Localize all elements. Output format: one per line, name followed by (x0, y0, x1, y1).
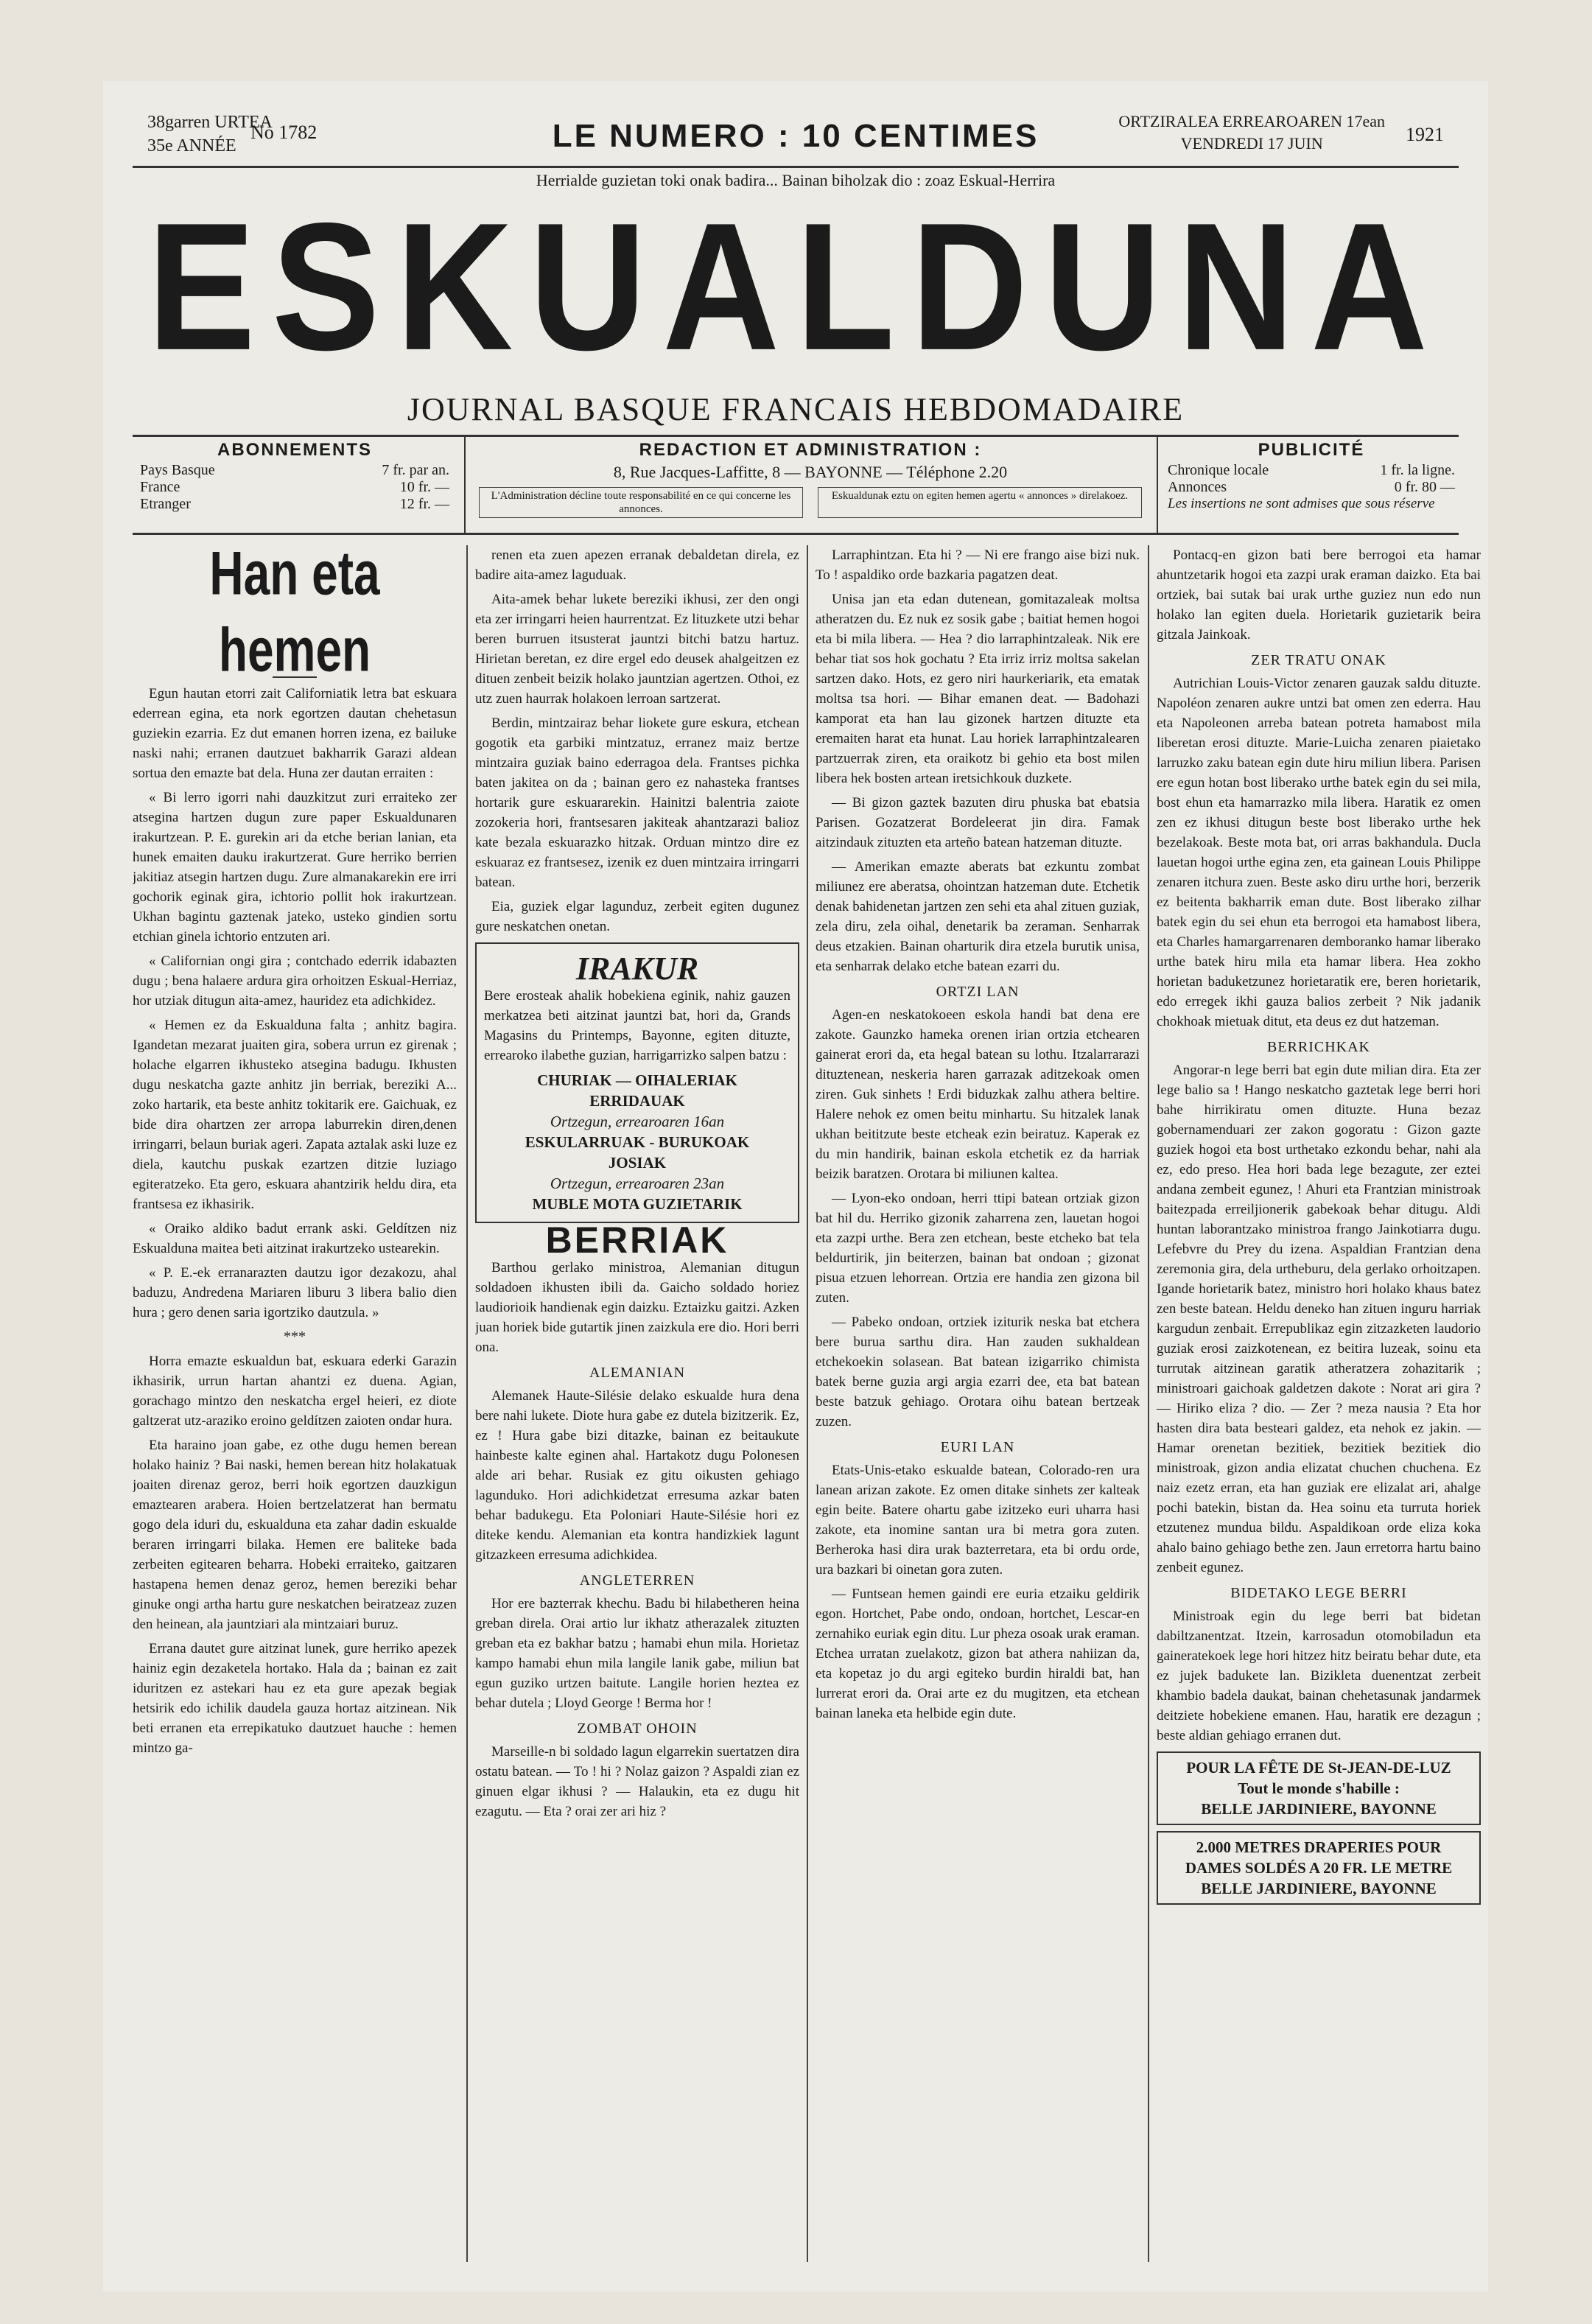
ad-rate-label: Chronique locale (1168, 462, 1269, 478)
article-paragraph: Errana dautet gure aitzinat lunek, gure herriko apezek hainiz egin dezaketela hortako. Hala da ; bainan ez zait iduritzen ez astekari hau ez eta gure apezak begiak hetsirik edo ichilik daudela gauza hortaz aitzinean. Nik beti erranen eta errepikatuko dautzuet hauche : hemen mintzo ga- (133, 1641, 457, 1756)
column-1 (133, 545, 457, 2277)
advertising-box (1168, 437, 1455, 533)
article-paragraph: Berdin, mintzairaz behar liokete gure eskura, etchean gogotik eta garbiki mintzatuz, erranez maiz bertze mintzaira guziak baino ederragoa dela. Frantses pichka baten jakitea on da ; bainan gero ez nahasteka frantses hortarik gure eskuararekin. Hainitzi balentria zaiote zozokeria hori, frantsesaren jakiteak ahantzarazi balioz kate bezala eskuarazko hitzak. Orduan mintzo dire ez eskuaraz ez frantsesez, izenik ez duen mintzaira irringarri batean. (475, 715, 799, 890)
newspaper-subtitle: JOURNAL BASQUE FRANCAIS HEBDOMADAIRE (407, 391, 1185, 427)
irakur-item: MUBLE MOTA GUZIETARIK (532, 1195, 743, 1213)
date-basque: ORTZIRALEA ERREAROAREN 17ean (1118, 112, 1385, 130)
issue-year: 1921 (1406, 124, 1444, 145)
irakur-text: Bere erosteak ahalik hobekiena eginik, nahiz gauzen merkatzea beti aitzinat jauntzi bat, hori da, Grands Magasins du Printemps, Bayonne, egiten dituzte, errearoko ilabethe guzian, harrigarrizko salpen batzu : (484, 988, 790, 1063)
masthead-top-row (147, 111, 1444, 162)
article-paragraph: Barthou gerlako ministroa, Alemanian ditugun soldadoen ikhusten ibili da. Gaicho soldado horiez laudiorioik handienak egin daizku. Eztaizku gaitzi. Azken juan horiek bide gutartik jinen zaizkula ere dio. Hori berri ona. (475, 1260, 799, 1355)
section-heading: ANGLETERREN (579, 1572, 695, 1589)
info-divider (464, 437, 466, 533)
sub-price: 10 fr. — (399, 479, 449, 495)
subscriptions-box (140, 437, 449, 533)
irakur-item: Ortzegun, errearoaren 16an (550, 1113, 725, 1130)
belle-jardiniere-ad-2 (1157, 1831, 1481, 1905)
article-paragraph: Etats-Unis-etako eskualde batean, Colorado-ren ura lanean arizan zakote. Ez omen ditake sinhets zer kalteak egin beite. Batere ohartu gabe izitzeko euri uharra hasi zakote, eta inomine santan ura bi metra gora zuten. Berheroka hasi dira urak bazterretara, eta bi ordu orde, ura bazkari bi oinetan gora zuten. (816, 1463, 1140, 1578)
article-paragraph: « Californian ongi gira ; contchado ederrik idabazten dugu ; bena halaere ardura gira orhoitzen Eskual-Herriaz, hor utziak ditugun aita-amez, hauridez eta adichkidez. (133, 953, 457, 1009)
article-paragraph: — Pabeko ondoan, ortziek iziturik neska bat etchera bere burua sarthu dira. Han zauden sukhaldean etchekoekin solasean. Bat batean izigarriko chimista batek berne guzia argi argia ezarri dee, eta bat batean beste batzuk gehiago. Orotara oihu batean bertzeak zuzen. (816, 1315, 1140, 1429)
column-divider (807, 545, 808, 2262)
article-paragraph: renen eta zuen apezen erranak debaldetan direla, ez badire aita-amez laguduak. (475, 547, 799, 583)
ad-rate-label: Annonces (1168, 479, 1227, 495)
article-paragraph: Hor ere bazterrak khechu. Badu bi hilabetheren heina greban direla. Orai artio lur ikhatz atherazalek zituzten greban eta ez bakhar batzu ; hamabi ehun mila. Horietaz kampo hamabi ehun mila langile lanik gabe, miliun bat egun guziko urtzen baitute. Langile horien heztea ez behar dutela ; Lloyd George ! Berma hor ! (475, 1596, 799, 1711)
article-paragraph: Marseille-n bi soldado lagun elgarrekin suertatzen dira ostatu batean. — To ! hi ? Nolaz gaizon ? Aspaldi zian ez ginuen elgar ikhusi ? — Halaukin, eta ez dugu hit ezagutu. — Eta ? orai zer ari hiz ? (475, 1744, 799, 1819)
section-heading: ZOMBAT OHOIN (577, 1721, 698, 1737)
redaction-note-eu: Eskualdunak eztu on egiten hemen agertu « annonces » direlakoez. (818, 487, 1142, 518)
article-paragraph: Aita-amek behar lukete bereziki ikhusi, zer den ongi eta zer irringarri heien haurrentzat. Ez lituzkete utzi behar beren burruen itsusterat jauntzi bitchi batzu hartuz. Hirietan beretan, ez dire ergel edo deusek ahalgeitzen ez dituen zenbeit beizik holako jauntzian agertzen. Othoi, ez utz zuen haurrak holakoen lerroan sartzerat. (475, 592, 799, 707)
advertising-note: Les insertions ne sont admises que sous réserve (1168, 496, 1435, 511)
article-paragraph: Unisa jan eta edan dutenean, gomitazaleak moltsa atheratzen du. Ez nuk ez sosik gabe ; baitiat hemen hogoi eta bi mila libera. — Hea ? dio larraphintzaleak. Nik ere behar tiat sos hok gochatu ? Eta irriz irriz moltsa sakelan sartzen dako. Hots, ez gero niri haurkeriarik, eta ematak moltsa tsa hori. — Bihar emanen deat. — Badohazi kamporat eta han lau gizonek hartzen dituzte eta eremaiten harat eta hunat. Lau horiek larraphintzalearen partzuerrak ziren, eta oraikotz bi gehio eta bost milen libera hek bosten artean iretsichkouk duzkete. (816, 592, 1140, 786)
irakur-item: JOSIAK (608, 1154, 667, 1172)
ad-rate-price: 1 fr. la ligne. (1380, 462, 1455, 478)
irakur-item: ESKULARRUAK - BURUKOAK (525, 1133, 750, 1151)
column-divider (466, 545, 468, 2262)
irakur-item: ERRIDAUAK (589, 1092, 685, 1110)
article-paragraph: Pontacq-en gizon bati bere berrogoi eta hamar ahuntzetarik hogoi eta zazpi urak eraman daizko. Eta bai ortziek, bai sutak bai urak urthe guziez nun edo nun holako lan egiten duela. Horietarik guzietarik beira gitzala Jainkoak. (1157, 547, 1481, 643)
annee-label: 35e ANNÉE (147, 136, 236, 155)
column-3 (816, 545, 1140, 2277)
redaction-box (479, 437, 1142, 533)
price-banner: LE NUMERO : 10 CENTIMES (552, 118, 1039, 154)
article-paragraph: Horra emazte eskualdun bat, eskuara ederki Garazin ikhasirik, urrun hartan ahantzi ez duena. Agian, gorachago mintzo den neskatcha ergel heieri, ez diote galtzerat utz-araziko eroino geldítzen zaioten ondar hura. (133, 1354, 457, 1429)
section-stars: *** (284, 1329, 306, 1345)
article-paragraph: Alemanek Haute-Silésie delako eskualde hura dena bere nahi lukete. Diote hura gabe ez dutela bizitzerik. Ez, ez ! Hura gabe bizi ditazke, bainan ez beitaukute hainbeste kalte eginen ahal. Hartakotz dugu Polonesen alde ari behar. Rusiak ez gitu oikusten gehiago lagunduko. Hori adichkidetzat erresuma azkar baten behar badukegu. Eta Poloniari Haute-Silésie hori ez diteke kendu. Alemanian eta kontra handizkiek lagunt gitzazkeen erresuma adichkidea. (475, 1388, 799, 1563)
column-divider (1148, 545, 1149, 2262)
date-french: VENDREDI 17 JUIN (1180, 134, 1323, 153)
article-paragraph: « Oraiko aldiko badut errank aski. Geldítzen niz Eskualduna maitea beti aitzinat irakurtzeko ustearekin. (133, 1221, 457, 1256)
column-4 (1157, 545, 1481, 2277)
masthead-rule (133, 166, 1459, 168)
sub-label: France (140, 479, 180, 495)
article-paragraph: — Amerikan emazte aberats bat ezkuntu zombat miliunez ere aberatsa, ohointzan hatzeman dute. Etchetik denak bahidenetan jartzen zen sehi eta ahal zituen guziak, zela diru, zela oihal, denetarik ba zeraman. Senharrak deus etzakien. Bainan oharturik dira etzela burutik unisa, eta senharrak delako etche batean ezarri du. (816, 859, 1140, 974)
article-paragraph: « Hemen ez da Eskualduna falta ; anhitz bagira. Igandetan mezarat juaiten gira, sobera urrun ez girenak ; holache elgarren ikhusteko atsegina badugu. Ikhusten dugu neskatcha gazte anhitz jin berriak, bereziki A... zoko hartarik, eta beste anhitz tokitarik ere. Gaichuak, ez bide dira ohartzen zer arropa laburrekin diren,denen irringarri, belaun buriak ageri. Zapata aztalak aski luze ez diela, kautchu puskak ezartzen ditzie luziago egiteratzeko. Eta gero, eskuara ahantzirik heldu dira, eta frantsesa ez ikhasirik. (133, 1018, 457, 1212)
redaction-heading: REDACTION ET ADMINISTRATION : (639, 440, 982, 460)
irakur-heading: IRAKUR (575, 951, 699, 987)
issue-number: No 1782 (250, 122, 318, 143)
sub-label: Etranger (140, 496, 191, 512)
article-paragraph: — Funtsean hemen gaindi ere euria etzaiku geldirik egon. Hortchet, Pabe ondo, ondoan, hortchet, Lescar-en zernahiko euriak egin ditu. Lur pheza osoak urak eraman. Etchea urratan zuelakotz, gizon bat athera nahiizan da, eta kopetaz jo du argi egiteko burdin hiraldi bat, han lurrerat erori da. Orai arte ez du mugitzen, eta etchean bainan laneka eta helbide egin dute. (816, 1586, 1140, 1721)
irakur-ad-box (475, 942, 799, 1223)
irakur-item: Ortzegun, errearoaren 23an (550, 1175, 725, 1192)
ad-line: BELLE JARDINIERE, BAYONNE (1201, 1880, 1437, 1897)
subscriptions-heading: ABONNEMENTS (217, 440, 372, 460)
sub-price: 7 fr. par an. (382, 462, 449, 478)
sub-label: Pays Basque (140, 462, 215, 478)
section-heading: BIDETAKO LEGE BERRI (1230, 1585, 1407, 1601)
article-paragraph: Agen-en neskatokoeen eskola handi bat dena ere zakote. Gaunzko hameka orenen irian ortzia etchearen gainerat erori da, eta hegal batean su lothu. Itzalarrarazi dituztenean, neskeria haren garrazak aditzekoak omen ziren. Guk sinhets ! Erdi biduzkak zalhu athera beltire. Halere nehok ez omen beitu minhartu. Su hitzalek lanak ukhan beititzute beste etcheak ezin beiratuz. Kaperak ez du min handirik, bainan eskola etchetik ez da harriak beizik baratzen. Orotara bi miliunen kaltea. (816, 1007, 1140, 1182)
article-paragraph: « Bi lerro igorri nahi dauzkitzut zuri erraiteko zer atsegina hartzen dugun zure paper Eskualdunaren irakurtzean. P. E. gurekin ari da etche berian lanian, eta hunek emaiten dauku irakurtzerat. Gure herriko berrien jakitiaz atsegin hartzen dugu. Zure almanakarekin ere irri gochorik eginak gira, ichtorio pollit hok irakurtzean. Ukhan bagintu gaztenak jateko, usteko gindien sortu etchian ginela ichtorio entzuten ari. (133, 790, 457, 945)
article-paragraph: Larraphintzan. Eta hi ? — Ni ere frango aise bizi nuk. To ! aspaldiko orde bazkaria pagatzen deat. (816, 547, 1140, 583)
info-bar (133, 435, 1459, 535)
advertising-heading: PUBLICITÉ (1258, 440, 1365, 460)
sub-price: 12 fr. — (399, 496, 449, 512)
motto: Herrialde guzietan toki onak badira... Bainan biholzak dio : zoaz Eskual-Herrira (536, 171, 1056, 189)
redaction-note-fr: L'Administration décline toute responsabilité en ce qui concerne les annonces. (479, 487, 803, 518)
issue-date (1118, 111, 1385, 155)
edition-label: 38garren URTEA (147, 113, 273, 132)
section-heading: ORTZI LAN (936, 984, 1020, 1000)
article-paragraph: Egun hautan etorri zait Californiatik letra bat eskuara ederrean egina, eta nork egortzen dautan chehetasun guziekin ezarria. Ez dut emanen horren izena, ez bailuke naski nahi; erranen dautzuet bakharrik Garazi aldean sortua den emazte bat dela. Huna zer dautan erraiten : (133, 686, 457, 781)
article-paragraph: « P. E.-ek erranarazten dautzu igor dezakozu, ahal baduzu, Andredena Mariaren liburu 3 libera balio dien hura ; gero denen saria igortziko dautzula. » (133, 1265, 457, 1320)
newspaper-title: ESKUALDUNA (147, 185, 1444, 388)
ad-line: Tout le monde s'habille : (1238, 1779, 1400, 1797)
newspaper-page (103, 81, 1488, 2292)
section-heading: EURI LAN (940, 1439, 1015, 1455)
article-paragraph: Ministroak egin du lege berri bat bidetan dabiltzanentzat. Itzein, karrosadun otomobiladun eta gaineratekoek lege hori hitzez hitz beiratu behar dute, eta ez jujek badukete lan. Bizikleta duenentzat zerbeit khambio badela daukat, bainan chehetasunak jandarmek deitziete hobekiene emanen. Hau, haratik ere dezagun ; beste aldian gehiago erranen dut. (1157, 1609, 1481, 1743)
ad-line: POUR LA FÊTE DE St-JEAN-DE-LUZ (1186, 1759, 1451, 1777)
ad-line: DAMES SOLDÉS A 20 FR. LE METRE (1185, 1859, 1453, 1877)
article-heading: Han eta hemen (209, 545, 380, 685)
berriak-heading: BERRIAK (545, 1219, 729, 1261)
section-heading: BERRICHKAK (1266, 1039, 1370, 1055)
belle-jardiniere-ad-1 (1157, 1751, 1481, 1825)
irakur-item: CHURIAK — OIHALERIAK (537, 1071, 737, 1089)
ad-rate-price: 0 fr. 80 — (1394, 479, 1455, 495)
ad-line: 2.000 METRES DRAPERIES POUR (1196, 1838, 1442, 1856)
ad-line: BELLE JARDINIERE, BAYONNE (1201, 1800, 1437, 1818)
section-heading: ZER TRATU ONAK (1251, 652, 1386, 668)
column-2 (475, 545, 799, 2277)
article-paragraph: — Bi gizon gaztek bazuten diru phuska bat ebatsia Parisen. Gozatzerat Bordeleerat jin dira. Famak aitzindauk zituzten eta arteño batean hatzeman dituzte. (816, 795, 1140, 850)
article-paragraph: Eia, guziek elgar lagunduz, zerbeit egiten dugunez gure neskatchen onetan. (475, 899, 799, 934)
article-paragraph: — Lyon-eko ondoan, herri ttipi batean ortziak gizon bat hil du. Herriko gizonik zaharrena zen, lauetan hogoi eta zazpi urthe. Bera zen etchean, beste etcheko bat tela beldurtirik, jin beiterzen, bainan bat ondoan ; gizonat pisua etzuen lehorrean. Ortzia ere handia zen gizona bil zuten. (816, 1191, 1140, 1306)
article-paragraph: Eta haraino joan gabe, ez othe dugu hemen berean holako hainiz ? Bai naski, hemen berean hitz holakatuak joaiten direnaz geroz, berri hoik egortzen dauzkigun emaztearen arabera. Hoien bertzelatzerat han bermatu gogo dela iduri du, eskualduna eta zahar dadin eskualde beraren irringarri bilaka. Hemen ere baliteke bada zerbeiten egitearen beharra. Hobeki erraiteko, gaitzaren hastapena hemen denaz geroz, hemen bereziki behar ginuke ongi artha hartu gure neskatchen beiratzeaz zuzen den heinean, ala jauntziari ala mintzaiari buruz. (133, 1438, 457, 1632)
article-paragraph: Autrichian Louis-Victor zenaren gauzak saldu dituzte. Napoléon zenaren aukre untzi bat omen zen ederra. Hau eta Napoleonen arreba batean potreta hamabost mila liberetan erosi dituzte. Marie-Luicha zenaren piaietako larruzko zaku batean egin dute hiru miliun libera. Parisen ere egun hotan bost liberako urthe batek egin du sei mila, bost ehun eta hamarrazko mila libera. Haratik ez omen zen ez ikhusi ditugun beste bost liberako urthe hek bezelakoak. Beste mota bat, ori arras bakhandula. Ducla lauetan hogoi urthe egina zen, eta gainean Louis Philippe zenaren itchura zuen. Beste asko diru urthe hori, berzerik ez beitenta bakharrik eman dute. Bost liberako zilhar batek egin du sei ehun eta berrogoi eta hamabost libera, eta Charles hamargarrenaren demboranko hamar liberako urthe batek hiru mila eta hamar libera. Hea zokho horietan baduketzunez horietaratik ere, beren horietarik, edo erregek ikhi gauza balios zerbeit ? Nik jadanik chokhoak mietuak ditut, eta deus ez dut hatzeman. (1157, 676, 1481, 1029)
info-divider (1157, 437, 1158, 533)
redaction-address: 8, Rue Jacques-Laffitte, 8 — BAYONNE — Téléphone 2.20 (613, 463, 1008, 481)
article-paragraph: Angorar-n lege berri bat egin dute milian dira. Eta zer lege balio sa ! Hango neskatcho gaztetak lege berri hori bahe hirrikiratu omen dituzte. Huna bezaz gobernamenduari zer zakon gogoratu : Gizon gazte guziek hogoi eta bost urthetako ezkondu behar, nahi ala ez, edo preso. Hea hori bada lege bezagute, zer eztei andana zembeit egunez, ! Ahuri eta Frantzian ministroak baitezpada erreiljionerik gabekoak behar ditugu. Aldi huntan laborantzako ministroa frango Jainkotiarra dugu. Lefebvre du Prey du izena. Aspaldian Frantzian dena zeremonia gira, dela urtheburu, dela gerlako orhoitzapen. Igande horietarik batez, ministro hori holako khaus batez zen beste batean. Heldu deneko han zituen inguru harriak kargudun zenbait. Errepublikaz egin zitzazketen laudorio guziak erosi zaizkotenean, ez beitira luzeak, soinu eta turrutak aitzinean garatik atheratzera zohazitarik ; ministroari gaichoak galdetzen dakote : Norat ari gira ? — Hiriko eliza ? dio. — Zer ? meza nausia ? Eta hor hasten dira bata besteari galdez, eta nehok ez jakin. — Hamar orenetan bezitiek, bezitiek bezitiek dio ministroak, gizon andia elizatat chuchen chuchena. Ez naiz ezetz erran, eta han guziak ere elizalat ari, ahalge pochi batekin, bistan da. Hea soinu eta turruta horiek etzutenez mundua bildu. Aspaldikoan orde eliza koka ahalo baino gehiago bethe zen. Jaun erretorra hartu baino zenbeit egunez. (1157, 1063, 1481, 1575)
section-heading: ALEMANIAN (589, 1365, 686, 1381)
